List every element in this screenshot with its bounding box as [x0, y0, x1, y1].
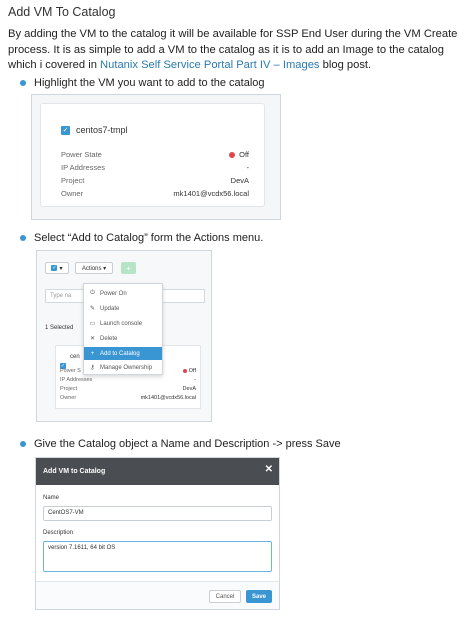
modal-header — [36, 458, 279, 485]
checkbox-checked-icon[interactable]: ✓ — [62, 126, 69, 134]
description-field[interactable]: version 7.1611, 64 bit OS — [43, 541, 272, 572]
step-1-text: Highlight the VM you want to add to the catalog — [34, 77, 265, 89]
owner-row — [61, 189, 249, 198]
status-dot-icon — [183, 369, 187, 373]
menu-item-label: Launch console — [100, 320, 143, 327]
select-dropdown[interactable] — [45, 262, 69, 274]
intro-paragraph — [8, 27, 470, 74]
menu-item-label: Add to Catalog — [100, 350, 140, 357]
intro-link[interactable]: Nutanix Self Service Portal Part IV – Images — [100, 59, 320, 71]
actions-menu — [83, 283, 163, 375]
menu-item-power-on[interactable] — [84, 287, 162, 300]
power-state-value — [183, 368, 196, 374]
modal-title: Add VM to Catalog — [43, 468, 106, 475]
project-label: Project — [61, 176, 85, 185]
intro-suffix: blog post. — [319, 59, 372, 71]
checkbox-checked-icon[interactable]: ✓ — [60, 363, 66, 369]
ip-label: IP Addresses — [61, 163, 106, 172]
menu-item-label: Delete — [100, 335, 118, 342]
menu-item-launch-console[interactable] — [84, 317, 162, 330]
modal-footer — [36, 581, 279, 610]
menu-item-label: Manage Ownership — [100, 364, 153, 371]
status-dot-icon — [229, 152, 235, 158]
search-input[interactable]: Type na — [45, 289, 205, 303]
menu-item-update[interactable] — [84, 302, 162, 315]
key-icon: ⚷ — [90, 365, 95, 371]
power-state-row — [61, 150, 249, 159]
vm-card[interactable] — [40, 103, 265, 207]
vm-name-row — [61, 125, 128, 135]
owner-value: mk1401@vcdx56.local — [173, 189, 249, 198]
checkbox-checked-icon: ✓ — [52, 265, 57, 271]
close-icon: ✕ — [89, 336, 96, 342]
ip-label: IP Addresses — [60, 377, 93, 383]
chevron-down-icon: ▾ — [59, 265, 63, 272]
console-icon: ▭ — [89, 321, 96, 327]
project-label: Project — [60, 386, 78, 392]
step-2-text: Select “Add to Catalog” form the Actions menu. — [34, 232, 264, 244]
bullet-icon — [20, 441, 26, 447]
vm-name: cen — [70, 354, 80, 360]
project-row — [60, 386, 196, 392]
project-row — [61, 176, 249, 185]
power-state-text: Off — [188, 368, 196, 374]
power-state-label: Power S — [60, 368, 81, 374]
vm-name: centos7-tmpl — [76, 125, 128, 135]
add-button[interactable]: + — [121, 262, 136, 274]
pencil-icon: ✎ — [89, 306, 96, 312]
step-1 — [20, 77, 265, 89]
cancel-button[interactable]: Cancel — [209, 590, 241, 603]
ip-row — [61, 163, 249, 172]
intro-text: By adding the VM to the catalog it will be available for SSP End User during the VM Create process. It is as simple to add a VM to the catalog as it is to add an Image to the catalog which i covered in — [8, 28, 458, 71]
step-2 — [20, 232, 263, 244]
plus-icon: + — [90, 350, 95, 357]
menu-item-manage-ownership[interactable] — [84, 361, 162, 374]
ip-value: - — [246, 163, 249, 172]
post-title: Add VM To Catalog — [8, 5, 116, 19]
step-3 — [20, 438, 341, 450]
menu-item-add-to-catalog[interactable] — [84, 347, 162, 360]
owner-value: mk1401@vcdx56.local — [140, 395, 196, 401]
ip-row — [60, 377, 196, 383]
description-label: Description — [43, 530, 74, 536]
add-to-catalog-modal — [35, 457, 280, 610]
project-value: DevA — [230, 176, 249, 185]
project-value: DevA — [182, 386, 196, 392]
owner-label: Owner — [60, 395, 77, 401]
close-icon[interactable]: ✕ — [264, 464, 273, 475]
bullet-icon — [20, 80, 26, 86]
selected-count: 1 Selected — [45, 325, 74, 331]
bullet-icon — [20, 235, 26, 241]
actions-menu-screenshot — [36, 250, 212, 422]
owner-row — [60, 395, 196, 401]
owner-label: Owner — [61, 189, 84, 198]
step-3-text: Give the Catalog object a Name and Description -> press Save — [34, 438, 341, 450]
actions-button[interactable]: Actions ▾ — [75, 262, 113, 274]
save-button[interactable]: Save — [246, 590, 272, 603]
power-icon: ⏻ — [90, 290, 95, 296]
ip-value: - — [194, 377, 196, 383]
power-state-label: Power State — [61, 150, 102, 159]
menu-item-delete[interactable] — [84, 332, 162, 345]
power-state-text: Off — [239, 150, 249, 159]
power-state-value — [229, 150, 249, 159]
vm-card-screenshot — [31, 94, 281, 220]
name-label: Name — [43, 495, 60, 501]
menu-item-label: Update — [100, 305, 120, 312]
name-field[interactable]: CentOS7-VM — [43, 506, 272, 521]
menu-item-label: Power On — [100, 290, 127, 297]
